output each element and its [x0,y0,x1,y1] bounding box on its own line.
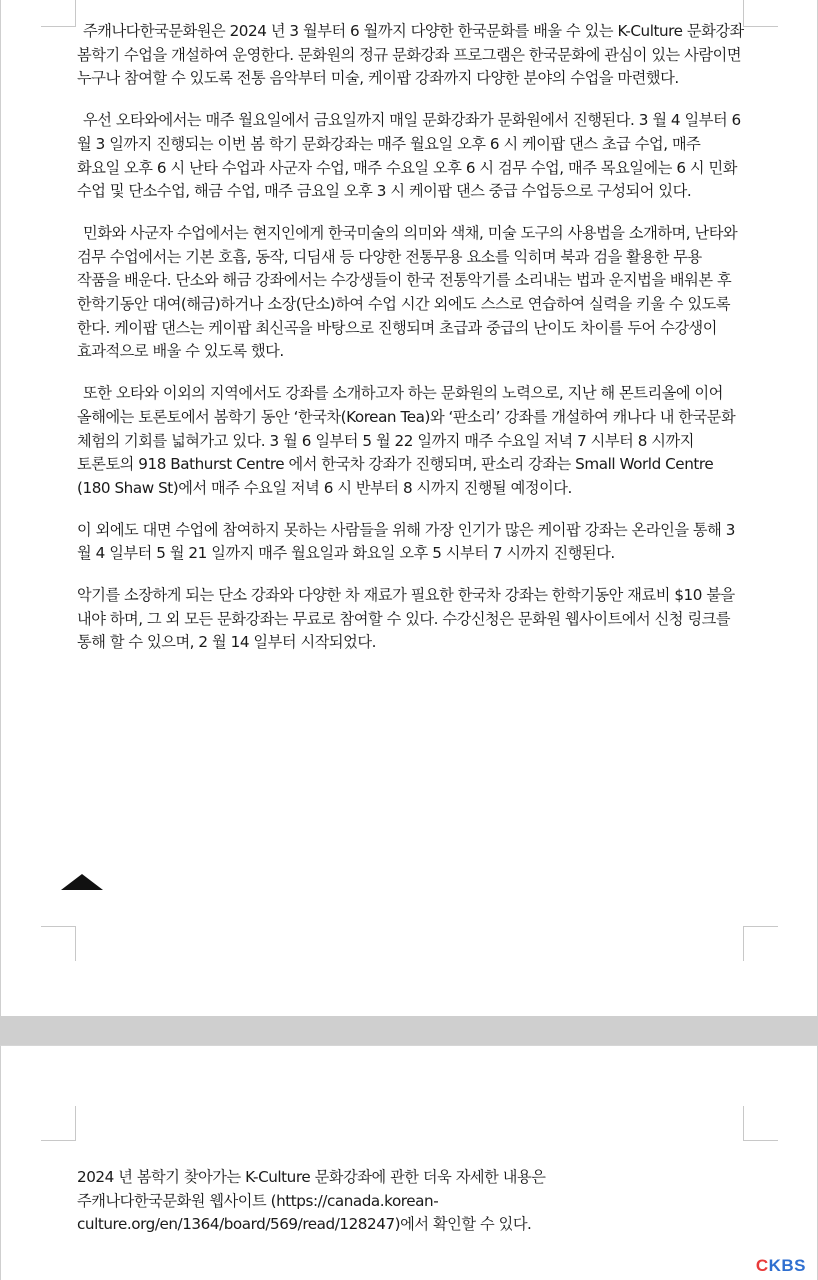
document-page-2 [0,1045,818,1280]
paragraph-closing: 2024 년 봄학기 찾아가는 K-Culture 문화강좌에 관한 더욱 자세한 내용은 주캐나다한국문화원 웹사이트 (https://canada.korean-culture.org/en/1364/board/569/read/128247)에서 확인할 수 있다. [77,1168,546,1234]
paragraph-online: 이 외에도 대면 수업에 참여하지 못하는 사람들을 위해 가장 인기가 많은 케이팝 강좌는 온라인을 통해 3 월 4 일부터 5 월 21 일까지 매주 월요일과 화요일 오후 5 시부터 7 시까지 진행된다. [77,520,735,563]
page-corner-mark-bottom-left [41,926,76,961]
article-closing [77,1166,637,1255]
paragraph-ottawa-schedule: 우선 오타와에서는 매주 월요일에서 금요일까지 매일 문화강좌가 문화원에서 진행된다. 3 월 4 일부터 6 월 3 일까지 진행되는 이번 봄 학기 문화강좌는 매주 월요일 오후 6 시 케이팝 댄스 초급 수업, 매주 화요일 오후 6 시 난타 수업과 사군자 수업, 매주 수요일 오후 6 시 검무 수업, 매주 목요일에는 6 시 민화 수업 및 단소수업, 해금 수업, 매주 금요일 오후 3 시 케이팝 댄스 중급 수업등으로 구성되어 있다. [77,111,741,201]
page-corner-mark-top-left [41,1106,76,1141]
page-corner-mark-top-right [743,1106,778,1141]
scroll-to-top-triangle-up-icon[interactable] [61,874,103,890]
paragraph-fees: 악기를 소장하게 되는 단소 강좌와 다양한 차 재료가 필요한 한국차 강좌는 한학기동안 재료비 $10 불을 내야 하며, 그 외 모든 문화강좌는 무료로 참여할 수 있다. 수강신청은 문화원 웹사이트에서 신청 링크를 통해 할 수 있으며, 2 월 14 일부터 시작되었다. [77,586,735,652]
page-corner-mark-top-left [41,0,76,27]
article-body [77,20,745,673]
page-corner-mark-bottom-right [743,926,778,961]
page-corner-mark-top-right [743,0,778,27]
page-separator [0,1016,818,1045]
paragraph-intro: 주캐나다한국문화원은 2024 년 3 월부터 6 월까지 다양한 한국문화를 배울 수 있는 K-Culture 문화강좌 봄학기 수업을 개설하여 운영한다. 문화원의 정규 문화강좌 프로그램은 한국문화에 관심이 있는 사람이면 누구나 참여할 수 있도록 전통 음악부터 미술, 케이팝 강좌까지 다양한 분야의 수업을 마련했다. [77,22,744,88]
kbs-logo-watermark: CKBS [755,1256,806,1275]
paragraph-class-details: 민화와 사군자 수업에서는 현지인에게 한국미술의 의미와 색채, 미술 도구의 사용법을 소개하며, 난타와 검무 수업에서는 기본 호흡, 동작, 디딤새 등 다양한 전통무용 요소를 익히며 북과 검을 활용한 무용 작품을 배운다. 단소와 해금 강좌에서는 수강생들이 한국 전통악기를 소리내는 법과 운지법을 배워본 후 한학기동안 대여(해금)하거나 소장(단소)하여 수업 시간 외에도 스스로 연습하여 실력을 키울 수 있도록 한다. 케이팝 댄스는 케이팝 최신곡을 바탕으로 진행되며 초급과 중급의 난이도 차이를 두어 수강생이 효과적으로 배울 수 있도록 했다. [77,223,738,361]
paragraph-toronto: 또한 오타와 이외의 지역에서도 강좌를 소개하고자 하는 문화원의 노력으로, 지난 해 몬트리올에 이어 올해에는 토론토에서 봄학기 동안 ‘한국차(Korean Tea)와 ‘판소리’ 강좌를 개설하여 캐나다 내 한국문화 체험의 기회를 넓혀가고 있다. 3 월 6 일부터 5 월 22 일까지 매주 수요일 저녁 7 시부터 8 시까지 토론토의 918 Bathurst Centre 에서 한국차 강좌가 진행되며, 판소리 강좌는 Small World Centre (180 Shaw St)에서 매주 수요일 저녁 6 시 반부터 8 시까지 진행될 예정이다. [77,384,736,497]
